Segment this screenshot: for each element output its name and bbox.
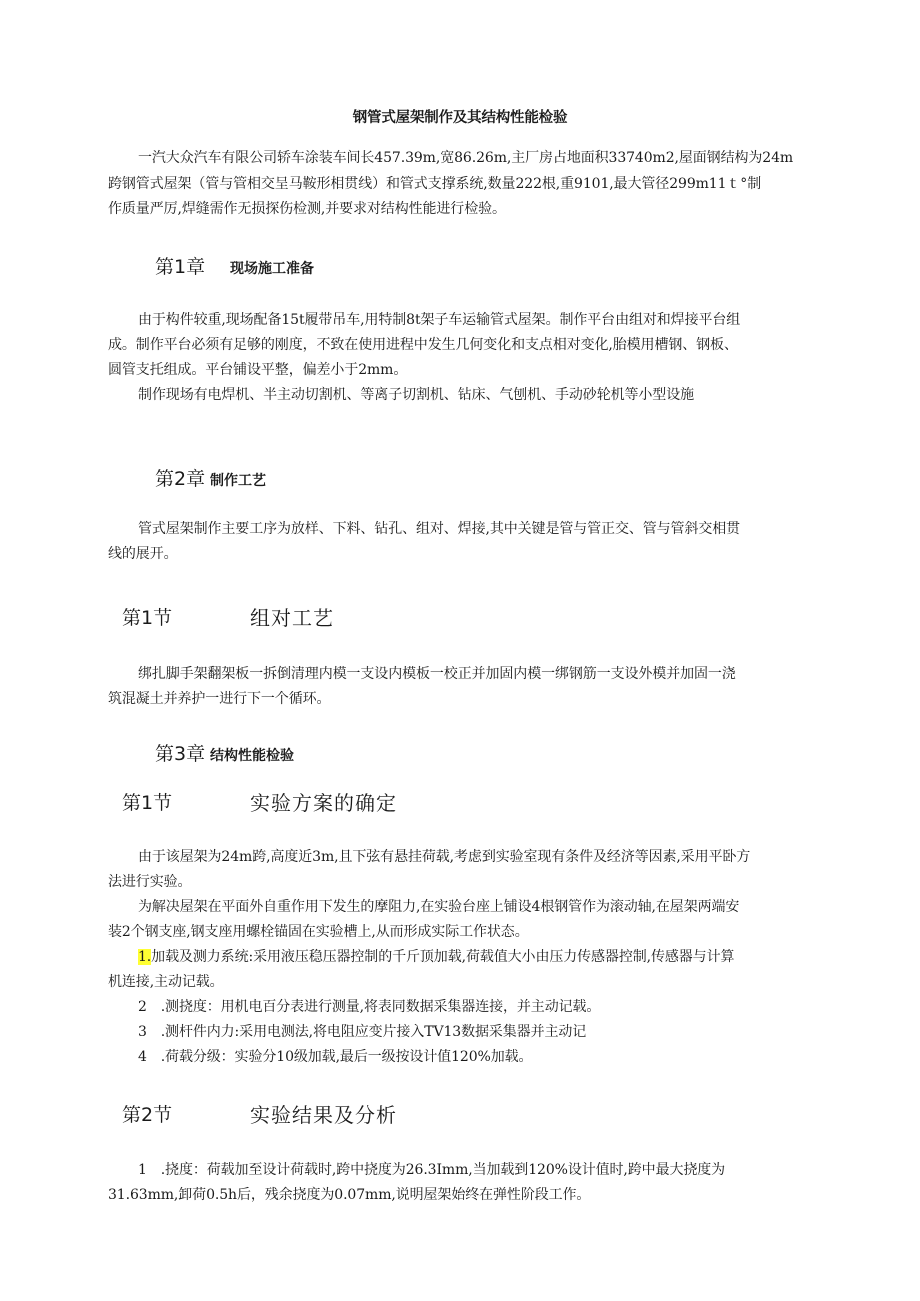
list-item-1-number: 1.: [138, 949, 152, 965]
chapter-2-section-1-para-line-1: 绑扎脚手架翻架板一拆倒清理内模一支设内模板一校正并加固内模一绑钢筋一支设外模并加固一浇: [138, 666, 736, 682]
list-item-1-text: 加载及测力系统:采用液压稳压器控制的千斤顶加载,荷载值大小由压力传感器控制,传感器与计算: [151, 949, 735, 965]
chapter-3-section-2-title: 实验结果及分析: [250, 1103, 397, 1127]
chapter-1-para-2: 制作现场有电焊机、半主动切割机、等离子切割机、钻床、气刨机、手动砂轮机等小型设施: [138, 387, 694, 403]
chapter-2-section-1-para-line-2: 筑混凝土并养护一进行下一个循环。: [108, 691, 331, 707]
chapter-2-number: 第2章: [155, 468, 206, 490]
document-title: 钢管式屋架制作及其结构性能检验: [352, 110, 568, 126]
list-item-4: 4 .荷载分级：实验分10级加载,最后一级按设计值120%加载。: [138, 1049, 533, 1065]
chapter-3-section-1-para-1-line-2: 法进行实验。: [108, 874, 192, 890]
intro-line-3: 作质量严厉,焊缝需作无损探伤检测,并要求对结构性能进行检验。: [108, 201, 506, 217]
chapter-1-para-1-line-2: 成。制作平台必须有足够的刚度，不致在使用进程中发生几何变化和支点相对变化,胎模用槽钢、钢板、: [108, 337, 738, 353]
chapter-3-section-1-title: 实验方案的确定: [250, 791, 397, 815]
chapter-1-title: 现场施工准备: [230, 261, 314, 277]
chapter-3-number: 第3章: [155, 743, 206, 765]
chapter-3-title: 结构性能检验: [210, 748, 294, 764]
list-item-1-line-1: [138, 945, 734, 970]
chapter-1-para-1-line-1: 由于构件较重,现场配备15t履带吊车,用特制8t架子车运输管式屋架。制作平台由组对和焊接平台组: [138, 312, 741, 328]
chapter-3-section-1-number: 第1节: [122, 792, 173, 814]
chapter-1-para-1-line-3: 圆管支托组成。平台铺设平整，偏差小于2mm。: [108, 362, 408, 378]
chapter-1-number: 第1章: [155, 256, 206, 278]
list-item-1-line-2: 机连接,主动记载。: [108, 974, 224, 990]
chapter-2-section-1-title: 组对工艺: [250, 606, 334, 630]
chapter-3-section-1-para-1-line-1: 由于该屋架为24m跨,高度近3m,且下弦有悬挂荷载,考虑到实验室现有条件及经济等因素,采用平卧方: [138, 849, 751, 865]
list-item-2: 2 .测挠度：用机电百分表进行测量,将表同数据采集器连接，并主动记载。: [138, 999, 601, 1015]
intro-line-2: 跨钢管式屋架（管与管相交呈马鞍形相贯线）和管式支撑系统,数量222根,重9101,最大管径299m11ｔ°制: [108, 176, 762, 192]
chapter-2-para-1-line-1: 管式屋架制作主要工序为放样、下料、钻孔、组对、焊接,其中关键是管与管正交、管与管斜交相贯: [138, 521, 741, 537]
chapter-3-section-1-para-2-line-1: 为解决屋架在平面外自重作用下发生的摩阻力,在实验台座上铺设4根钢管作为滚动轴,在屋架两端安: [138, 899, 740, 915]
chapter-3-section-2-para-line-2: 31.63mm,卸荷0.5h后，残余挠度为0.07mm,说明屋架始终在弹性阶段工作。: [108, 1187, 591, 1203]
intro-line-1: 一汽大众汽车有限公司轿车涂装车间长457.39m,宽86.26m,主厂房占地面积33740m2,屋面钢结构为24m: [138, 150, 794, 166]
chapter-2-section-1-number: 第1节: [122, 607, 173, 629]
chapter-3-section-1-para-2-line-2: 装2个钢支座,钢支座用螺栓锚固在实验槽上,从而形成实际工作状态。: [108, 924, 529, 940]
list-item-3: 3 .测杆件内力:采用电测法,将电阻应变片接入TV13数据采集器并主动记: [138, 1024, 587, 1040]
chapter-3-section-2-number: 第2节: [122, 1104, 173, 1126]
chapter-2-title: 制作工艺: [210, 473, 266, 489]
chapter-2-para-1-line-2: 线的展开。: [108, 546, 178, 562]
chapter-3-section-2-para-line-1: 1 .挠度：荷载加至设计荷载时,跨中挠度为26.3Imm,当加载到120%设计值时,跨中最大挠度为: [138, 1162, 726, 1178]
